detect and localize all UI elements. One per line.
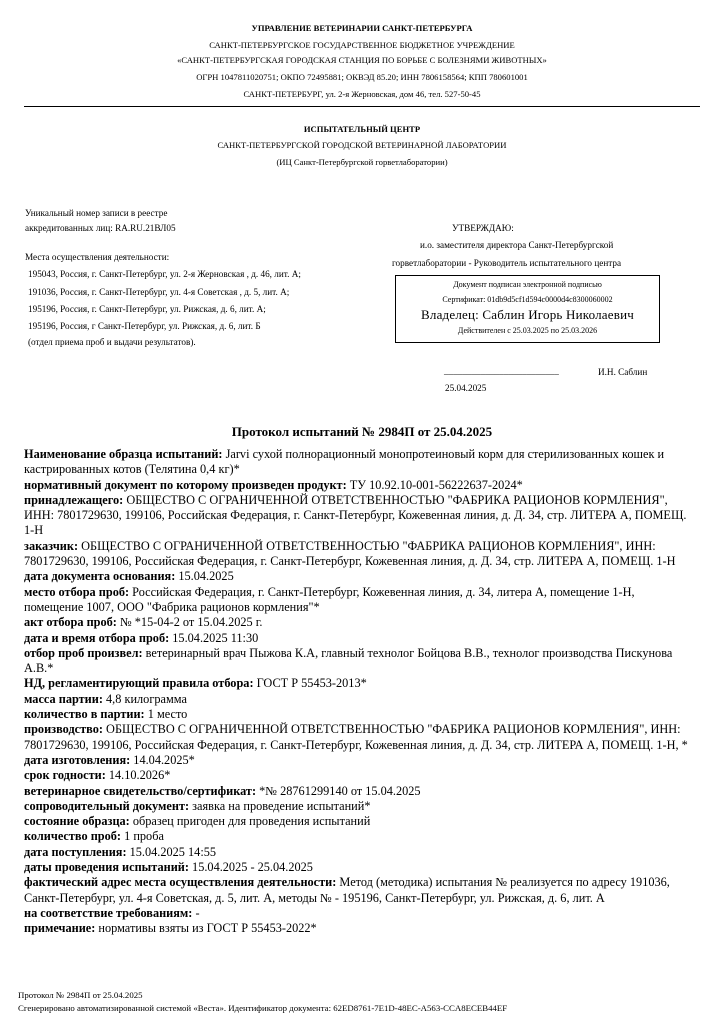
field-row: [24, 875, 694, 906]
field-value: ОБЩЕСТВО С ОГРАНИЧЕННОЙ ОТВЕТСТВЕННОСТЬЮ "ФАБРИКА РАЦИОНОВ КОРМЛЕНИЯ", ИНН: 7801729630, 199106, Российская Федерация, г. Санкт-Петербург, Кожевенная линия, д. Д. 34, стр. ЛИТЕРА А, ПОМЕЩ. 1-Н, *: [24, 722, 688, 752]
field-label: дата и время отбора проб:: [24, 630, 170, 645]
field-row: [24, 814, 694, 829]
center-short-name: (ИЦ Санкт-Петербургской горветлаборатории): [276, 157, 448, 167]
org-header-line5: САНКТ-ПЕТЕРБУРГ, ул. 2-я Жерновская, дом 46, тел. 527-50-45: [243, 89, 481, 99]
field-row: [24, 784, 694, 799]
approval-position-line1: и.о. заместителя директора Санкт-Петербургской: [420, 240, 614, 250]
org-header-line1: УПРАВЛЕНИЕ ВЕТЕРИНАРИИ САНКТ-ПЕТЕРБУРГА: [251, 23, 473, 33]
field-value: ОБЩЕСТВО С ОГРАНИЧЕННОЙ ОТВЕТСТВЕННОСТЬЮ "ФАБРИКА РАЦИОНОВ КОРМЛЕНИЯ", ИНН: 7801729630, 199106, Российская Федерация, г. Санкт-Петербург, Кожевенная линия, д. Д. 34, стр. ЛИТЕРА А, ПОМЕЩ. 1-Н: [24, 538, 676, 569]
field-value: № *15-04-2 от 15.04.2025 г.: [116, 615, 263, 630]
field-row: [24, 478, 694, 493]
field-label: сопроводительный документ:: [24, 798, 190, 813]
field-value: 1 место: [144, 707, 188, 722]
field-label: нормативный документ по которому произведен продукт:: [24, 477, 347, 492]
field-label: даты проведения испытаний:: [24, 860, 189, 875]
field-row: [24, 722, 694, 753]
approval-date: 25.04.2025: [445, 383, 487, 393]
field-row: [24, 631, 694, 646]
field-label: количество проб:: [24, 829, 122, 844]
field-value: 15.04.2025 14:55: [126, 844, 217, 859]
field-row: [24, 845, 694, 860]
field-label: отбор проб произвел:: [24, 645, 143, 660]
field-value: Метод (методика) испытания № реализуется по адресу 191036, Санкт-Петербург, ул. 4-я Советская, д. 5, лит. А, методы № - 195196, Санкт-Петербург, ул. Рижская, д. 6, лит. А: [24, 875, 670, 905]
stamp-validity: Действителен с 25.03.2025 по 25.03.2026: [457, 326, 598, 335]
field-label: дата документа основания:: [24, 569, 176, 584]
field-label: ветеринарное свидетельство/сертификат:: [24, 783, 257, 798]
field-row: [24, 829, 694, 844]
org-header-line2: САНКТ-ПЕТЕРБУРГСКОЕ ГОСУДАРСТВЕННОЕ БЮДЖЕТНОЕ УЧРЕЖДЕНИЕ: [209, 40, 515, 50]
field-row: [24, 615, 694, 630]
field-label: срок годности:: [24, 768, 106, 783]
field-label: принадлежащего:: [24, 492, 124, 507]
field-value: 14.04.2025*: [130, 752, 195, 767]
org-header-line3: «САНКТ-ПЕТЕРБУРГСКАЯ ГОРОДСКАЯ СТАНЦИЯ ПО БОРЬБЕ С БОЛЕЗНЯМИ ЖИВОТНЫХ»: [177, 55, 547, 65]
signer-name: И.Н. Саблин: [598, 367, 648, 377]
field-row: [24, 707, 694, 722]
field-row: [24, 585, 694, 616]
field-value: *№ 28761299140 от 15.04.2025: [256, 783, 421, 798]
field-row: [24, 799, 694, 814]
field-row: [24, 447, 694, 478]
field-value: 15.04.2025 - 25.04.2025: [188, 860, 313, 875]
field-label: заказчик:: [24, 538, 79, 553]
field-value: 15.04.2025: [175, 569, 234, 584]
org-header-line4: ОГРН 1047811020751; ОКПО 72495881; ОКВЭД 85.20; ИНН 7806158564; КПП 780601001: [196, 72, 528, 82]
signature-line: _________________________: [444, 366, 559, 376]
field-value: ОБЩЕСТВО С ОГРАНИЧЕННОЙ ОТВЕТСТВЕННОСТЬЮ "ФАБРИКА РАЦИОНОВ КОРМЛЕНИЯ", ИНН: 7801729630, 199106, Российская Федерация, г. Санкт-Петербург, Кожевенная линия, д. Д. 34, стр. ЛИТЕРА А, ПОМЕЩ. 1-Н: [24, 492, 687, 538]
location-item: (отдел приема проб и выдачи результатов).: [28, 337, 196, 347]
protocol-title: Протокол испытаний № 2984П от 25.04.2025: [231, 424, 493, 439]
field-value: заявка на проведение испытаний*: [189, 798, 371, 813]
header-divider: [24, 106, 700, 107]
field-row: [24, 860, 694, 875]
stamp-certificate: Сертификат: 01db9d5cf1d594c0000d4c8300060002: [442, 295, 613, 304]
field-value: 14.10.2026*: [105, 768, 171, 783]
field-value: ветеринарный врач Пыжова К.А, главный технолог Бойцова В.В., технолог производства Пискунова А.В.*: [24, 645, 673, 676]
field-label: дата поступления:: [24, 844, 127, 859]
stamp-owner: Владелец: Саблин Игорь Николаевич: [421, 307, 634, 322]
field-value: образец пригоден для проведения испытаний: [129, 814, 371, 829]
field-label: дата изготовления:: [24, 752, 131, 767]
field-row: [24, 753, 694, 768]
registry-line1: Уникальный номер записи в реестре: [25, 208, 168, 218]
field-label: фактический адрес места осуществления деятельности:: [24, 875, 337, 890]
field-value: 4,8 килограмма: [102, 691, 187, 706]
field-row: [24, 921, 694, 936]
field-value: 1 проба: [121, 829, 164, 844]
field-label: примечание:: [24, 921, 96, 936]
location-item: 191036, Россия, г. Санкт-Петербург, ул. 4-я Советская , д. 5, лит. А;: [28, 287, 290, 297]
locations-title: Места осуществления деятельности:: [25, 252, 170, 262]
center-subtitle: САНКТ-ПЕТЕРБУРГСКОЙ ГОРОДСКОЙ ВЕТЕРИНАРНОЙ ЛАБОРАТОРИИ: [217, 140, 507, 150]
field-value: -: [192, 905, 200, 920]
field-value: ТУ 10.92.10-001-56222637-2024*: [346, 477, 523, 492]
location-item: 195196, Россия, г Санкт-Петербург, ул. Рижская, д. 6, лит. Б: [28, 321, 261, 331]
field-row: [24, 493, 694, 539]
field-label: производство:: [24, 722, 103, 737]
field-label: НД, регламентирующий правила отбора:: [24, 676, 254, 691]
approval-title: УТВЕРЖДАЮ:: [452, 223, 514, 233]
location-item: 195196, Россия, г. Санкт-Петербург, ул. Рижская, д. 6, лит. А;: [28, 304, 266, 314]
field-row: [24, 768, 694, 783]
field-label: на соответствие требованиям:: [24, 905, 193, 920]
field-label: количество в партии:: [24, 707, 145, 722]
center-title: ИСПЫТАТЕЛЬНЫЙ ЦЕНТР: [303, 124, 421, 134]
field-row: [24, 569, 694, 584]
field-value: ГОСТ Р 55453-2013*: [253, 676, 367, 691]
approval-position-line2: горветлаборатории - Руководитель испытательного центра: [392, 258, 622, 268]
e-signature-stamp: [395, 275, 660, 343]
field-row: [24, 692, 694, 707]
field-value: Jarvi сухой полнорационный монопротеиновый корм для стерилизованных кошек и кастрированных котов (Телятина 0,4 кг)*: [24, 447, 665, 477]
registry-line2: аккредитованных лиц: RA.RU.21ВЛ05: [25, 223, 176, 233]
field-label: место отбора проб:: [24, 584, 130, 599]
field-value: Российская Федерация, г. Санкт-Петербург, Кожевенная линия, д. 34, литера А, помещение 1-Н, помещение 1007, ООО "Фабрика рационов кормления"*: [24, 584, 635, 614]
footer-generated-note: Сгенерировано автоматизированной системой «Веста». Идентификатор документа: 62ED8761-7E1D-48EC-A563-CCA8ECEB44EF: [18, 1003, 508, 1013]
location-item: 195043, Россия, г. Санкт-Петербург, ул. 2-я Жерновская , д. 46, лит. А;: [28, 269, 301, 279]
protocol-fields: [24, 447, 694, 937]
field-label: состояние образца:: [24, 814, 130, 829]
field-label: масса партии:: [24, 691, 103, 706]
footer-protocol-ref: Протокол № 2984П от 25.04.2025: [18, 990, 143, 1000]
field-row: [24, 646, 694, 677]
field-label: Наименование образца испытаний:: [24, 447, 223, 461]
field-row: [24, 906, 694, 921]
stamp-title: Документ подписан электронной подписью: [453, 280, 602, 289]
field-row: [24, 539, 694, 570]
field-value: нормативы взяты из ГОСТ Р 55453-2022*: [95, 921, 317, 936]
field-row: [24, 676, 694, 691]
field-value: 15.04.2025 11:30: [169, 630, 259, 645]
field-label: акт отбора проб:: [24, 615, 117, 630]
